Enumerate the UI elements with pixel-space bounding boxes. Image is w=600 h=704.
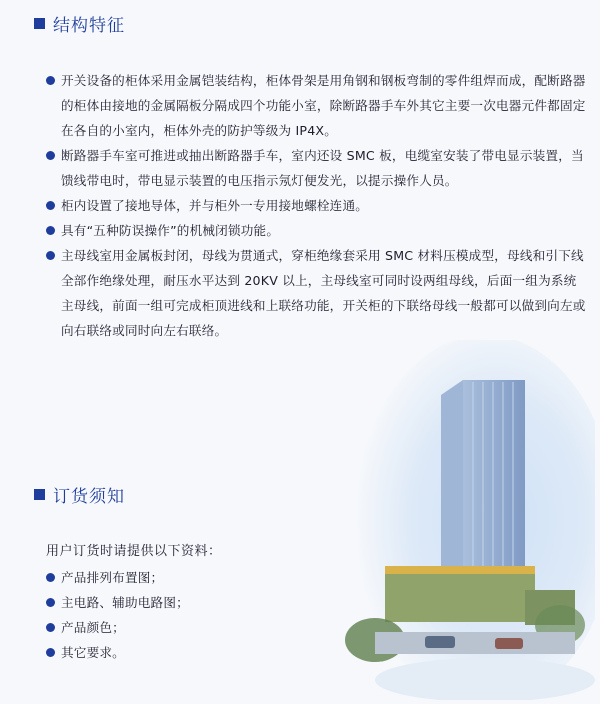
- list-item-text: 开关设备的柜体采用金属铠装结构，柜体骨架是用角钢和钢板弯制的零件组焊而成，配断路器的柜体由接地的金属隔板分隔成四个功能小室，除断路器手车外其它主要一次电器元件都固定在各自的小室内，柜体外壳的防护等级为 IP4X。: [61, 73, 586, 138]
- section-square-icon: [34, 489, 45, 500]
- list-item-text: 具有“五种防误操作”的机械闭锁功能。: [61, 223, 280, 238]
- section-title: 订货须知: [53, 487, 125, 507]
- section-header-structure: [34, 11, 125, 36]
- ordering-intro: 用户订货时请提供以下资料：: [46, 544, 222, 559]
- list-item: [46, 590, 586, 615]
- section-square-icon: [34, 18, 45, 29]
- ordering-requirement-list: [46, 565, 586, 665]
- structure-feature-list: [46, 68, 586, 343]
- section-title: 结构特征: [53, 16, 125, 36]
- list-item: [46, 143, 586, 193]
- list-item: [46, 640, 586, 665]
- bullet-icon: [46, 201, 55, 210]
- list-item-text: 柜内设置了接地导体，并与柜外一专用接地螺栓连通。: [61, 198, 369, 213]
- list-item-text: 主母线室用金属板封闭，母线为贯通式，穿柜绝缘套采用 SMC 材料压模成型，母线和引下线全部作绝缘处理，耐压水平达到 20KV 以上，主母线室可同时设两组母线，后面一组为系统主母线，前面一组可完成柜顶进线和上联络功能，开关柜的下联络母线一般都可以做到向左或向右联络或同时向左右联络。: [61, 248, 586, 338]
- bullet-icon: [46, 226, 55, 235]
- list-item: [46, 243, 586, 343]
- bullet-icon: [46, 598, 55, 607]
- section-header-ordering: [34, 482, 125, 507]
- bullet-icon: [46, 573, 55, 582]
- bullet-icon: [46, 251, 55, 260]
- list-item: [46, 565, 586, 590]
- bullet-icon: [46, 648, 55, 657]
- list-item: [46, 68, 586, 143]
- list-item-text: 其它要求。: [61, 645, 125, 660]
- list-item-text: 主电路、辅助电路图；: [61, 595, 189, 610]
- list-item: [46, 218, 586, 243]
- list-item-text: 断路器手车室可推进或抽出断路器手车，室内还设 SMC 板，电缆室安装了带电显示装置，当馈线带电时，带电显示装置的电压指示氖灯便发光，以提示操作人员。: [61, 148, 584, 188]
- list-item: [46, 193, 586, 218]
- list-item-text: 产品颜色；: [61, 620, 125, 635]
- list-item: [46, 615, 586, 640]
- bullet-icon: [46, 151, 55, 160]
- bullet-icon: [46, 76, 55, 85]
- list-item-text: 产品排列布置图；: [61, 570, 164, 585]
- bullet-icon: [46, 623, 55, 632]
